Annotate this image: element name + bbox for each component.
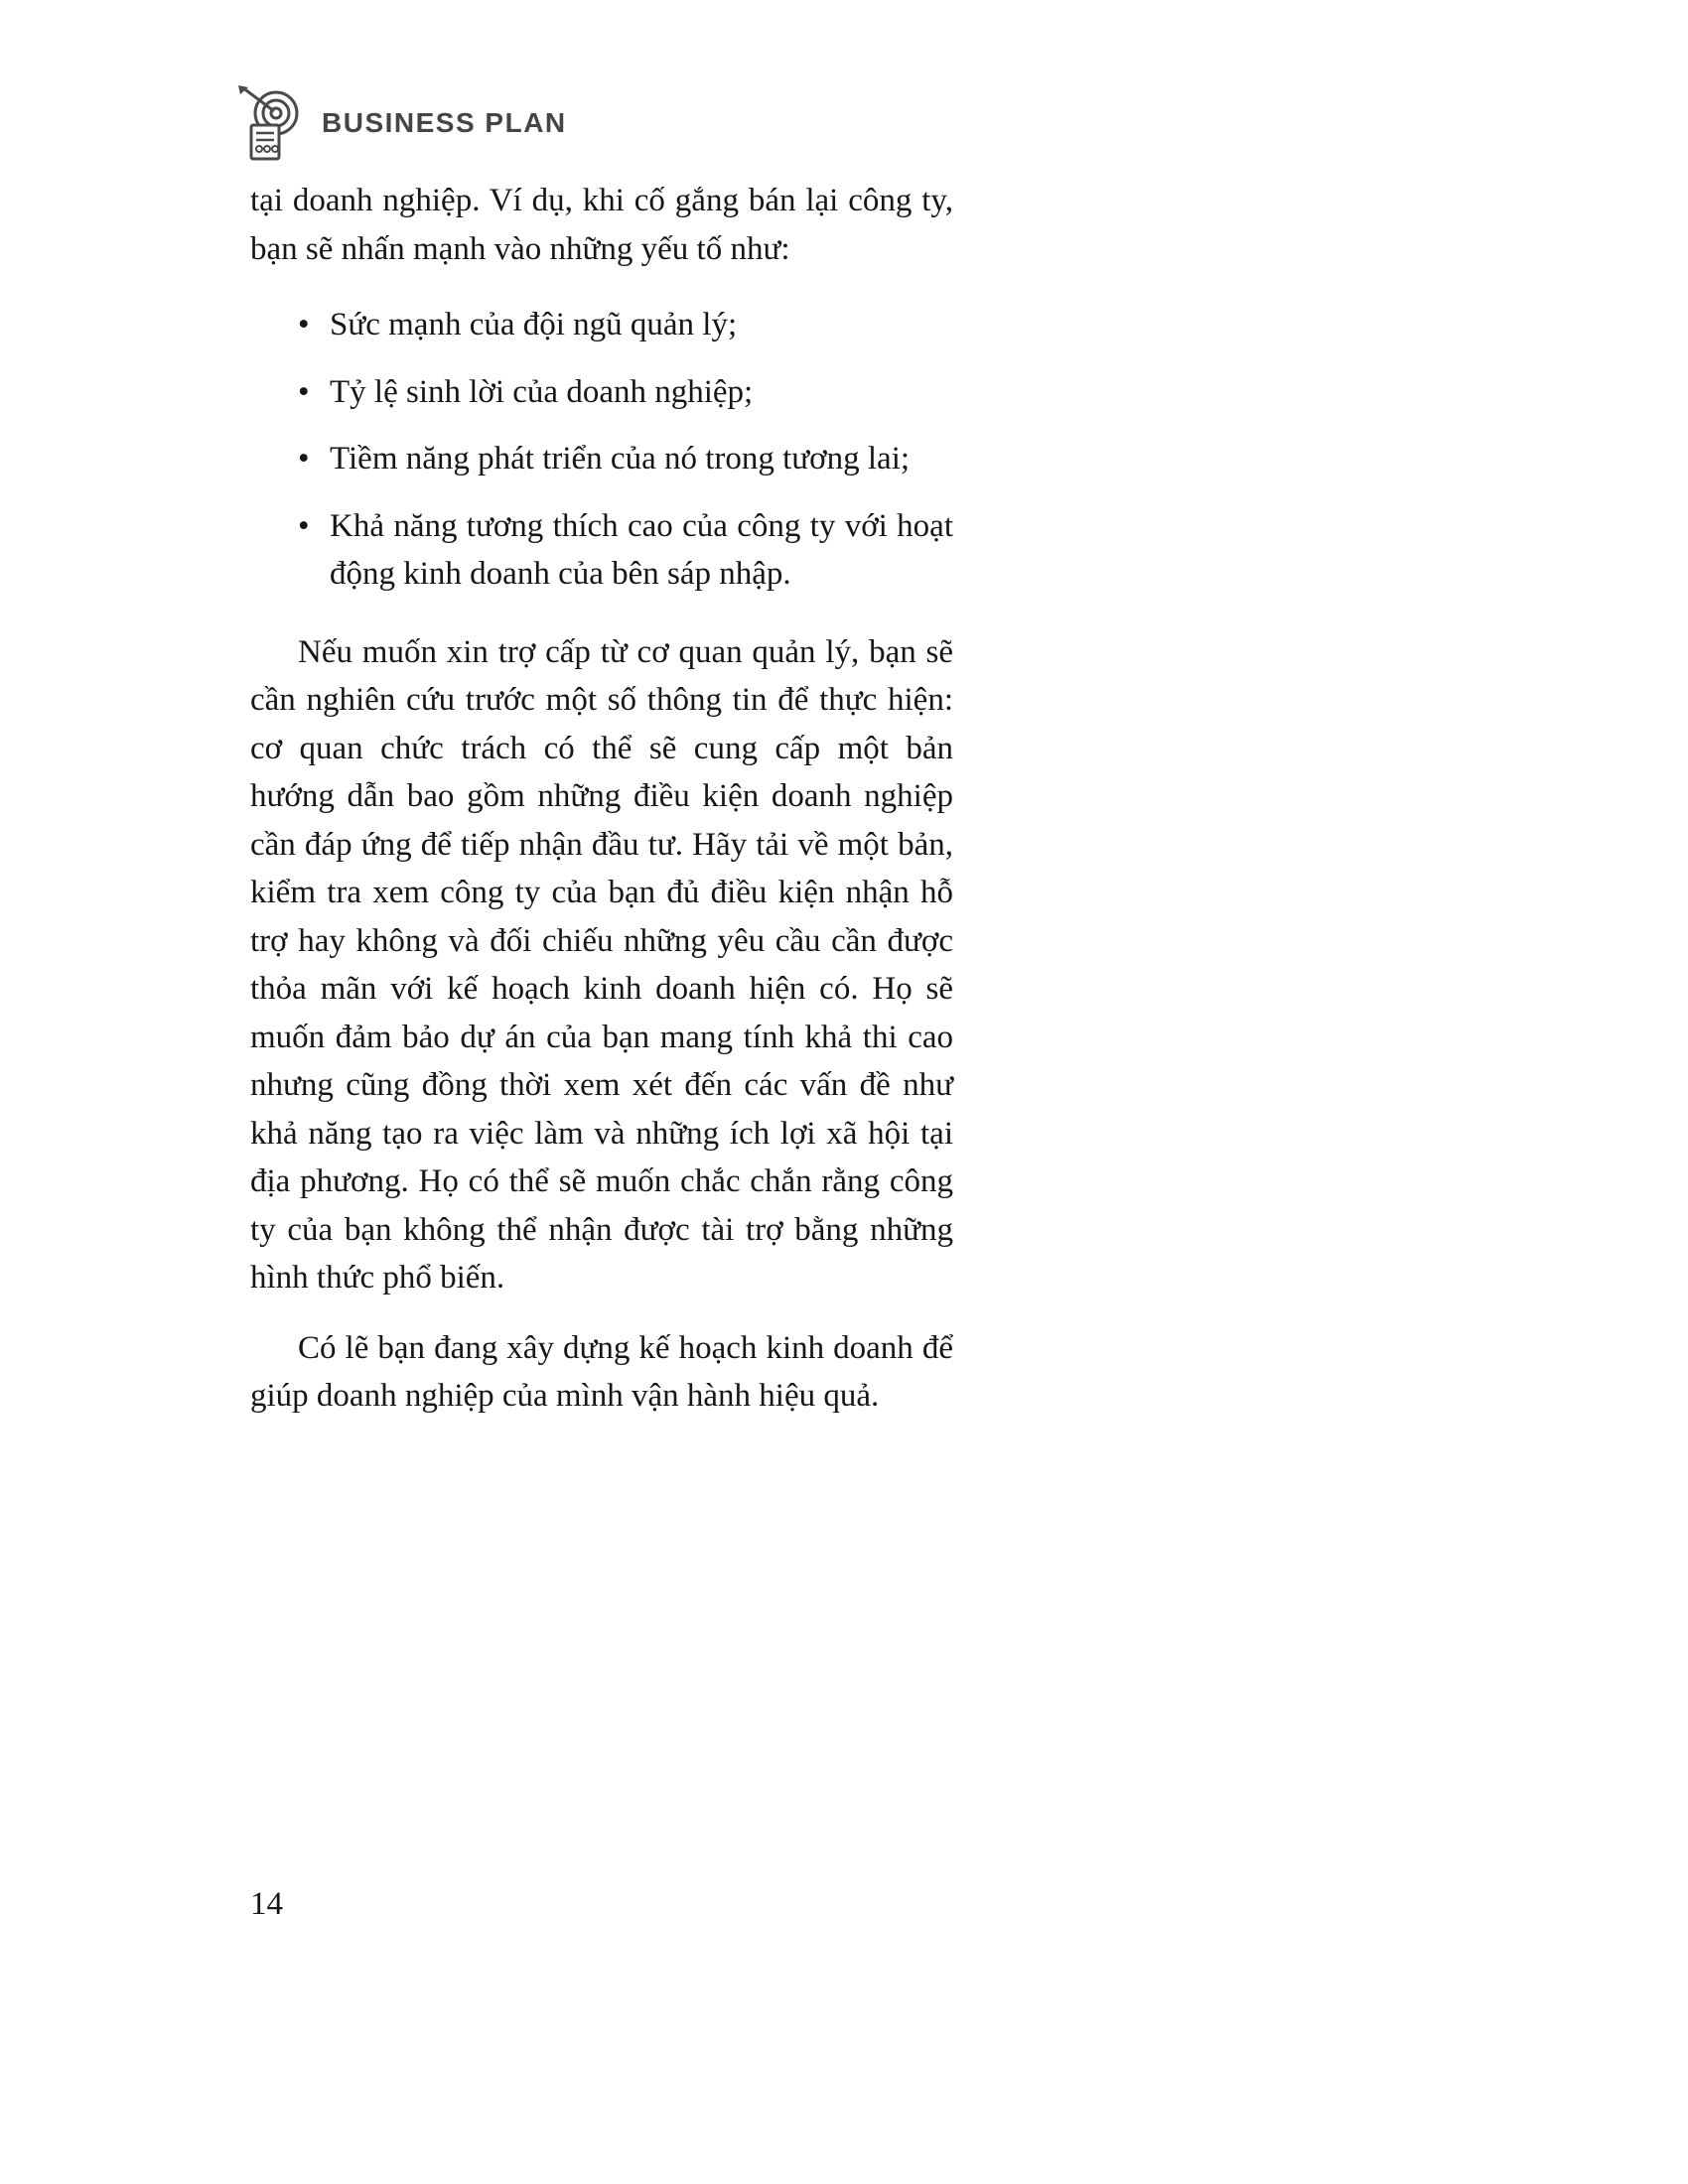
bullet-list [250,301,953,599]
target-document-icon [234,85,306,161]
bullet-item: • Tỷ lệ sinh lời của doanh nghiệp; [298,368,953,417]
page-header [234,85,567,161]
header-series-title: BUSINESS PLAN [322,107,567,138]
bullet-item: • Khả năng tương thích cao của công ty với hoạt động kinh doanh của bên sáp nhập. [298,502,953,599]
paragraph-body: Có lẽ bạn đang xây dựng kế hoạch kinh doanh để giúp doanh nghiệp của mình vận hành hiệu quả. [250,1329,953,1414]
page-number: 14 [250,1886,283,1922]
bullet-item: • Tiềm năng phát triển của nó trong tương lai; [298,435,953,483]
bullet-item: • Sức mạnh của đội ngũ quản lý; [298,301,953,349]
page-text-column [250,177,953,1442]
paragraph-intro: tại doanh nghiệp. Ví dụ, khi cố gắng bán lại công ty, bạn sẽ nhấn mạnh vào những yếu tố như: [250,183,953,267]
paragraph-body: Nếu muốn xin trợ cấp từ cơ quan quản lý, bạn sẽ cần nghiên cứu trước một số thông tin để thực hiện: cơ quan chức trách có thể sẽ cung cấp một bản hướng dẫn bao gồm những điều kiện doanh nghiệp cần đáp ứng để tiếp nhận đầu tư. Hãy tải về một bản, kiểm tra xem công ty của bạn đủ điều kiện nhận hỗ trợ hay không và đối chiếu những yêu cầu cần được thỏa mãn với kế hoạch kinh doanh hiện có. Họ sẽ muốn đảm bảo dự án của bạn mang tính khả thi cao nhưng cũng đồng thời xem xét đến các vấn đề như khả năng tạo ra việc làm và những ích lợi xã hội tại địa phương. Họ có thể sẽ muốn chắc chắn rằng công ty của bạn không thể nhận được tài trợ bằng những hình thức phổ biến. [250,633,953,1296]
